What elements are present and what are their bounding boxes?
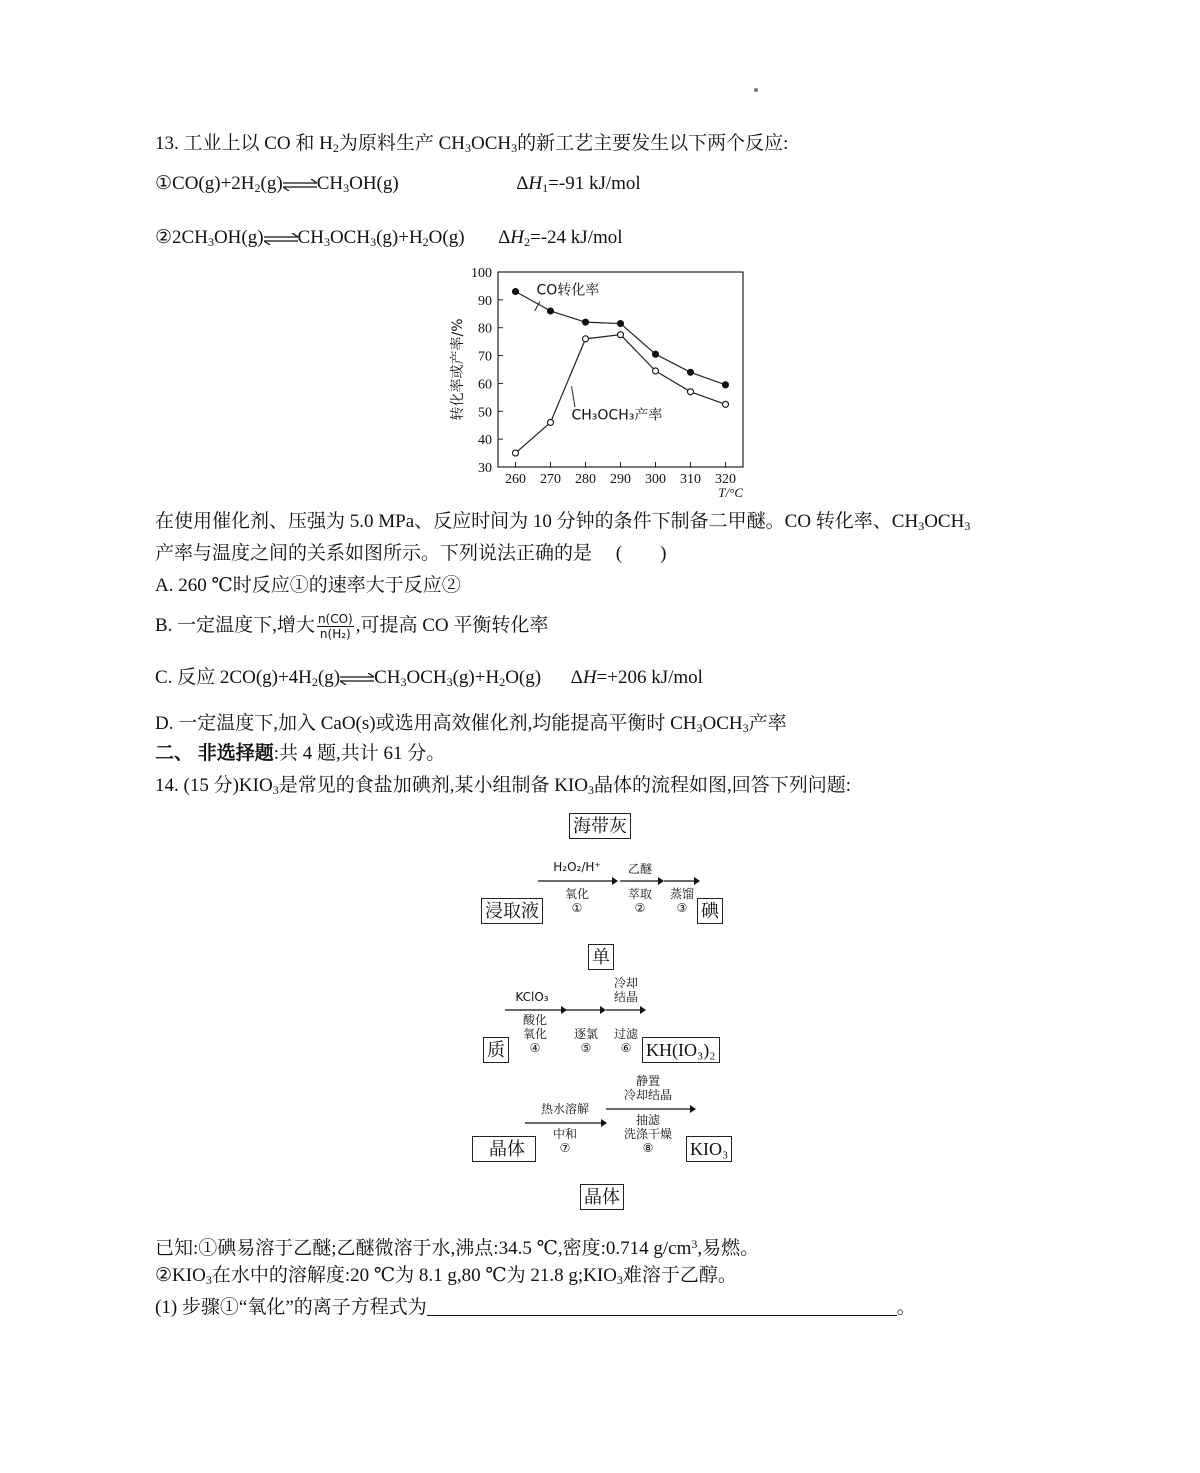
- y-axis-label: 转化率或产率/%: [450, 318, 466, 421]
- series-point-0: [583, 319, 589, 325]
- box-jinquye: 浸取液: [481, 898, 543, 924]
- y-tick-label: 90: [478, 293, 492, 309]
- step7-number: ⑦: [559, 1141, 571, 1155]
- step6-top-1: 冷却: [613, 976, 638, 990]
- option-d: D. 一定温度下,加入 CaO(s)或选用高效催化剂,均能提高平衡时 $CH_3OCH_3$产率: [155, 713, 787, 735]
- step2-name: 萃取: [627, 887, 652, 901]
- series-point-1: [688, 389, 694, 395]
- x-tick-label: 300: [645, 472, 666, 487]
- series-label-co: CO转化率: [536, 282, 600, 299]
- box-haidaihui: 海带灰: [569, 813, 631, 839]
- x-axis-label: T/°C: [718, 485, 743, 500]
- series-label-dme: CH₃OCH₃产率: [571, 407, 663, 424]
- step4-name-2: 氧化: [522, 1027, 547, 1041]
- step2-reagent: 乙醚: [627, 862, 652, 876]
- step4-reagent: KClO₃: [515, 990, 549, 1004]
- step6-name: 过滤: [613, 1027, 638, 1041]
- step7-top: 热水溶解: [540, 1102, 589, 1116]
- step8-bottom-2: 洗涤干燥: [623, 1127, 672, 1141]
- step8-number: ⑧: [642, 1141, 654, 1155]
- section-2-heading: 二、 非选择题:共 4 题,共计 61 分。: [155, 743, 446, 764]
- series-point-0: [548, 308, 554, 314]
- known-2: $②KIO_3$在水中的溶解度:20 ℃为 8.1 g,80 ℃为 21.8 $g;KIO_3$难溶于乙醇。: [155, 1265, 737, 1287]
- box-khio3-2: KH(IO₃)₂: [642, 1037, 720, 1063]
- series-point-0: [513, 289, 519, 295]
- series-point-0: [618, 321, 624, 327]
- arrow-icon: [664, 876, 700, 886]
- step6-number: ⑥: [620, 1041, 632, 1055]
- known-1: 已知:①碘易溶于乙醚;乙醚微溶于水,沸点:34.5 ℃,密度:0.714 $g/cm^3$,易燃。: [155, 1237, 760, 1259]
- q13-desc-line1: 在使用催化剂、压强为 5.0 MPa、反应时间为 10 分钟的条件下制备二甲醚。CO 转化率、$CH_3OCH_3$: [155, 511, 971, 533]
- y-tick-label: 80: [478, 321, 492, 337]
- equilibrium-arrow-icon: [283, 179, 317, 191]
- arrow-icon: [566, 1005, 606, 1015]
- step5-number: ⑤: [580, 1041, 592, 1055]
- series-point-1: [583, 336, 589, 342]
- arrow-icon: [606, 1005, 646, 1015]
- x-tick-label: 280: [575, 472, 596, 487]
- conversion-yield-chart: [440, 262, 760, 502]
- answer-blank[interactable]: [427, 1297, 897, 1316]
- option-c: C. 反应 $2CO(g)+4H_2(g)$ $CH_3OCH_3(g)+H_2O(g)$ ΔH=+206 kJ/mol: [155, 667, 703, 689]
- series-point-0: [653, 351, 659, 357]
- box-jingti-1: 晶体: [472, 1136, 536, 1162]
- step8-bottom-1: 抽滤: [635, 1113, 660, 1127]
- y-tick-label: 70: [478, 349, 492, 365]
- q13-stem: 13. 工业上以 CO 和 $H_2$为原料生产 $CH_3OCH_3$的新工艺主要发生以下两个反应:: [155, 133, 789, 155]
- plot-frame: [498, 272, 743, 467]
- series-point-1: [513, 450, 519, 456]
- box-kio3: KIO₃: [686, 1136, 732, 1162]
- series-point-1: [548, 419, 554, 425]
- box-jingti-2: 晶体: [580, 1184, 624, 1210]
- box-dian: 碘: [697, 898, 723, 924]
- series-point-1: [618, 332, 624, 338]
- equilibrium-arrow-icon: [264, 233, 298, 245]
- option-b: B. 一定温度下,增大 $\frac{n(CO)}{\text{n(H₂)}}$ ,可提高 CO 平衡转化率: [155, 612, 549, 641]
- x-tick-label: 270: [540, 472, 561, 487]
- equilibrium-arrow-icon: [340, 673, 374, 685]
- step4-name-1: 酸化: [522, 1013, 547, 1027]
- series-line-1: [516, 335, 726, 453]
- step7-name: 中和: [552, 1127, 577, 1141]
- x-tick-label: 310: [680, 472, 701, 487]
- step8-top-2: 冷却结晶: [623, 1088, 672, 1102]
- reaction-2: $②2CH_3OH(g)$ $CH_3OCH_3(g)+H_2O(g)$ $\Delta H_2=-24$ kJ/mol: [155, 227, 623, 249]
- x-tick-label: 290: [610, 472, 631, 487]
- step6-top-2: 结晶: [613, 990, 638, 1004]
- arrow-icon: [620, 876, 664, 886]
- speck: [754, 88, 758, 92]
- series-label-leader: [572, 386, 576, 407]
- q13-desc-line2: 产率与温度之间的关系如图所示。下列说法正确的是 ( ): [155, 543, 667, 564]
- x-tick-label: 320: [715, 472, 736, 487]
- series-point-0: [723, 382, 729, 388]
- step1-name: 氧化: [564, 887, 589, 901]
- box-dan: 单: [588, 944, 614, 970]
- y-tick-label: 50: [478, 405, 492, 421]
- ratio-fraction: $\frac{n(CO)}{\text{n(H₂)}}$: [317, 612, 353, 641]
- x-tick-label: 260: [505, 472, 526, 487]
- step5-name: 逐氯: [573, 1027, 598, 1041]
- reaction-1: $①CO(g)+2H_2(g)$ $CH_3OH(g)$ $\Delta H_1=-91$ kJ/mol: [155, 173, 641, 195]
- y-tick-label: 60: [478, 377, 492, 393]
- q14-part-1: (1) 步骤①“氧化”的离子方程式为 。: [155, 1297, 916, 1318]
- step8-top-1: 静置: [635, 1074, 660, 1088]
- arrow-icon: [538, 876, 618, 886]
- box-zhi: 质: [483, 1037, 509, 1063]
- step1-reagent: H₂O₂/H⁺: [553, 860, 601, 874]
- step1-number: ①: [571, 901, 583, 915]
- step3-number: ③: [676, 901, 688, 915]
- step4-number: ④: [529, 1041, 541, 1055]
- y-tick-label: 40: [478, 433, 492, 449]
- step2-number: ②: [634, 901, 646, 915]
- q14-stem: 14. (15 分)$KIO_3$是常见的食盐加碘剂,某小组制备 $KIO_3$晶体的流程如图,回答下列问题:: [155, 775, 851, 797]
- series-point-0: [688, 369, 694, 375]
- y-tick-label: 30: [478, 461, 492, 476]
- series-point-1: [723, 401, 729, 407]
- series-point-1: [653, 368, 659, 374]
- y-tick-label: 100: [471, 266, 492, 281]
- option-a: A. 260 ℃时反应①的速率大于反应②: [155, 575, 461, 596]
- step3-name: 蒸馏: [669, 887, 694, 901]
